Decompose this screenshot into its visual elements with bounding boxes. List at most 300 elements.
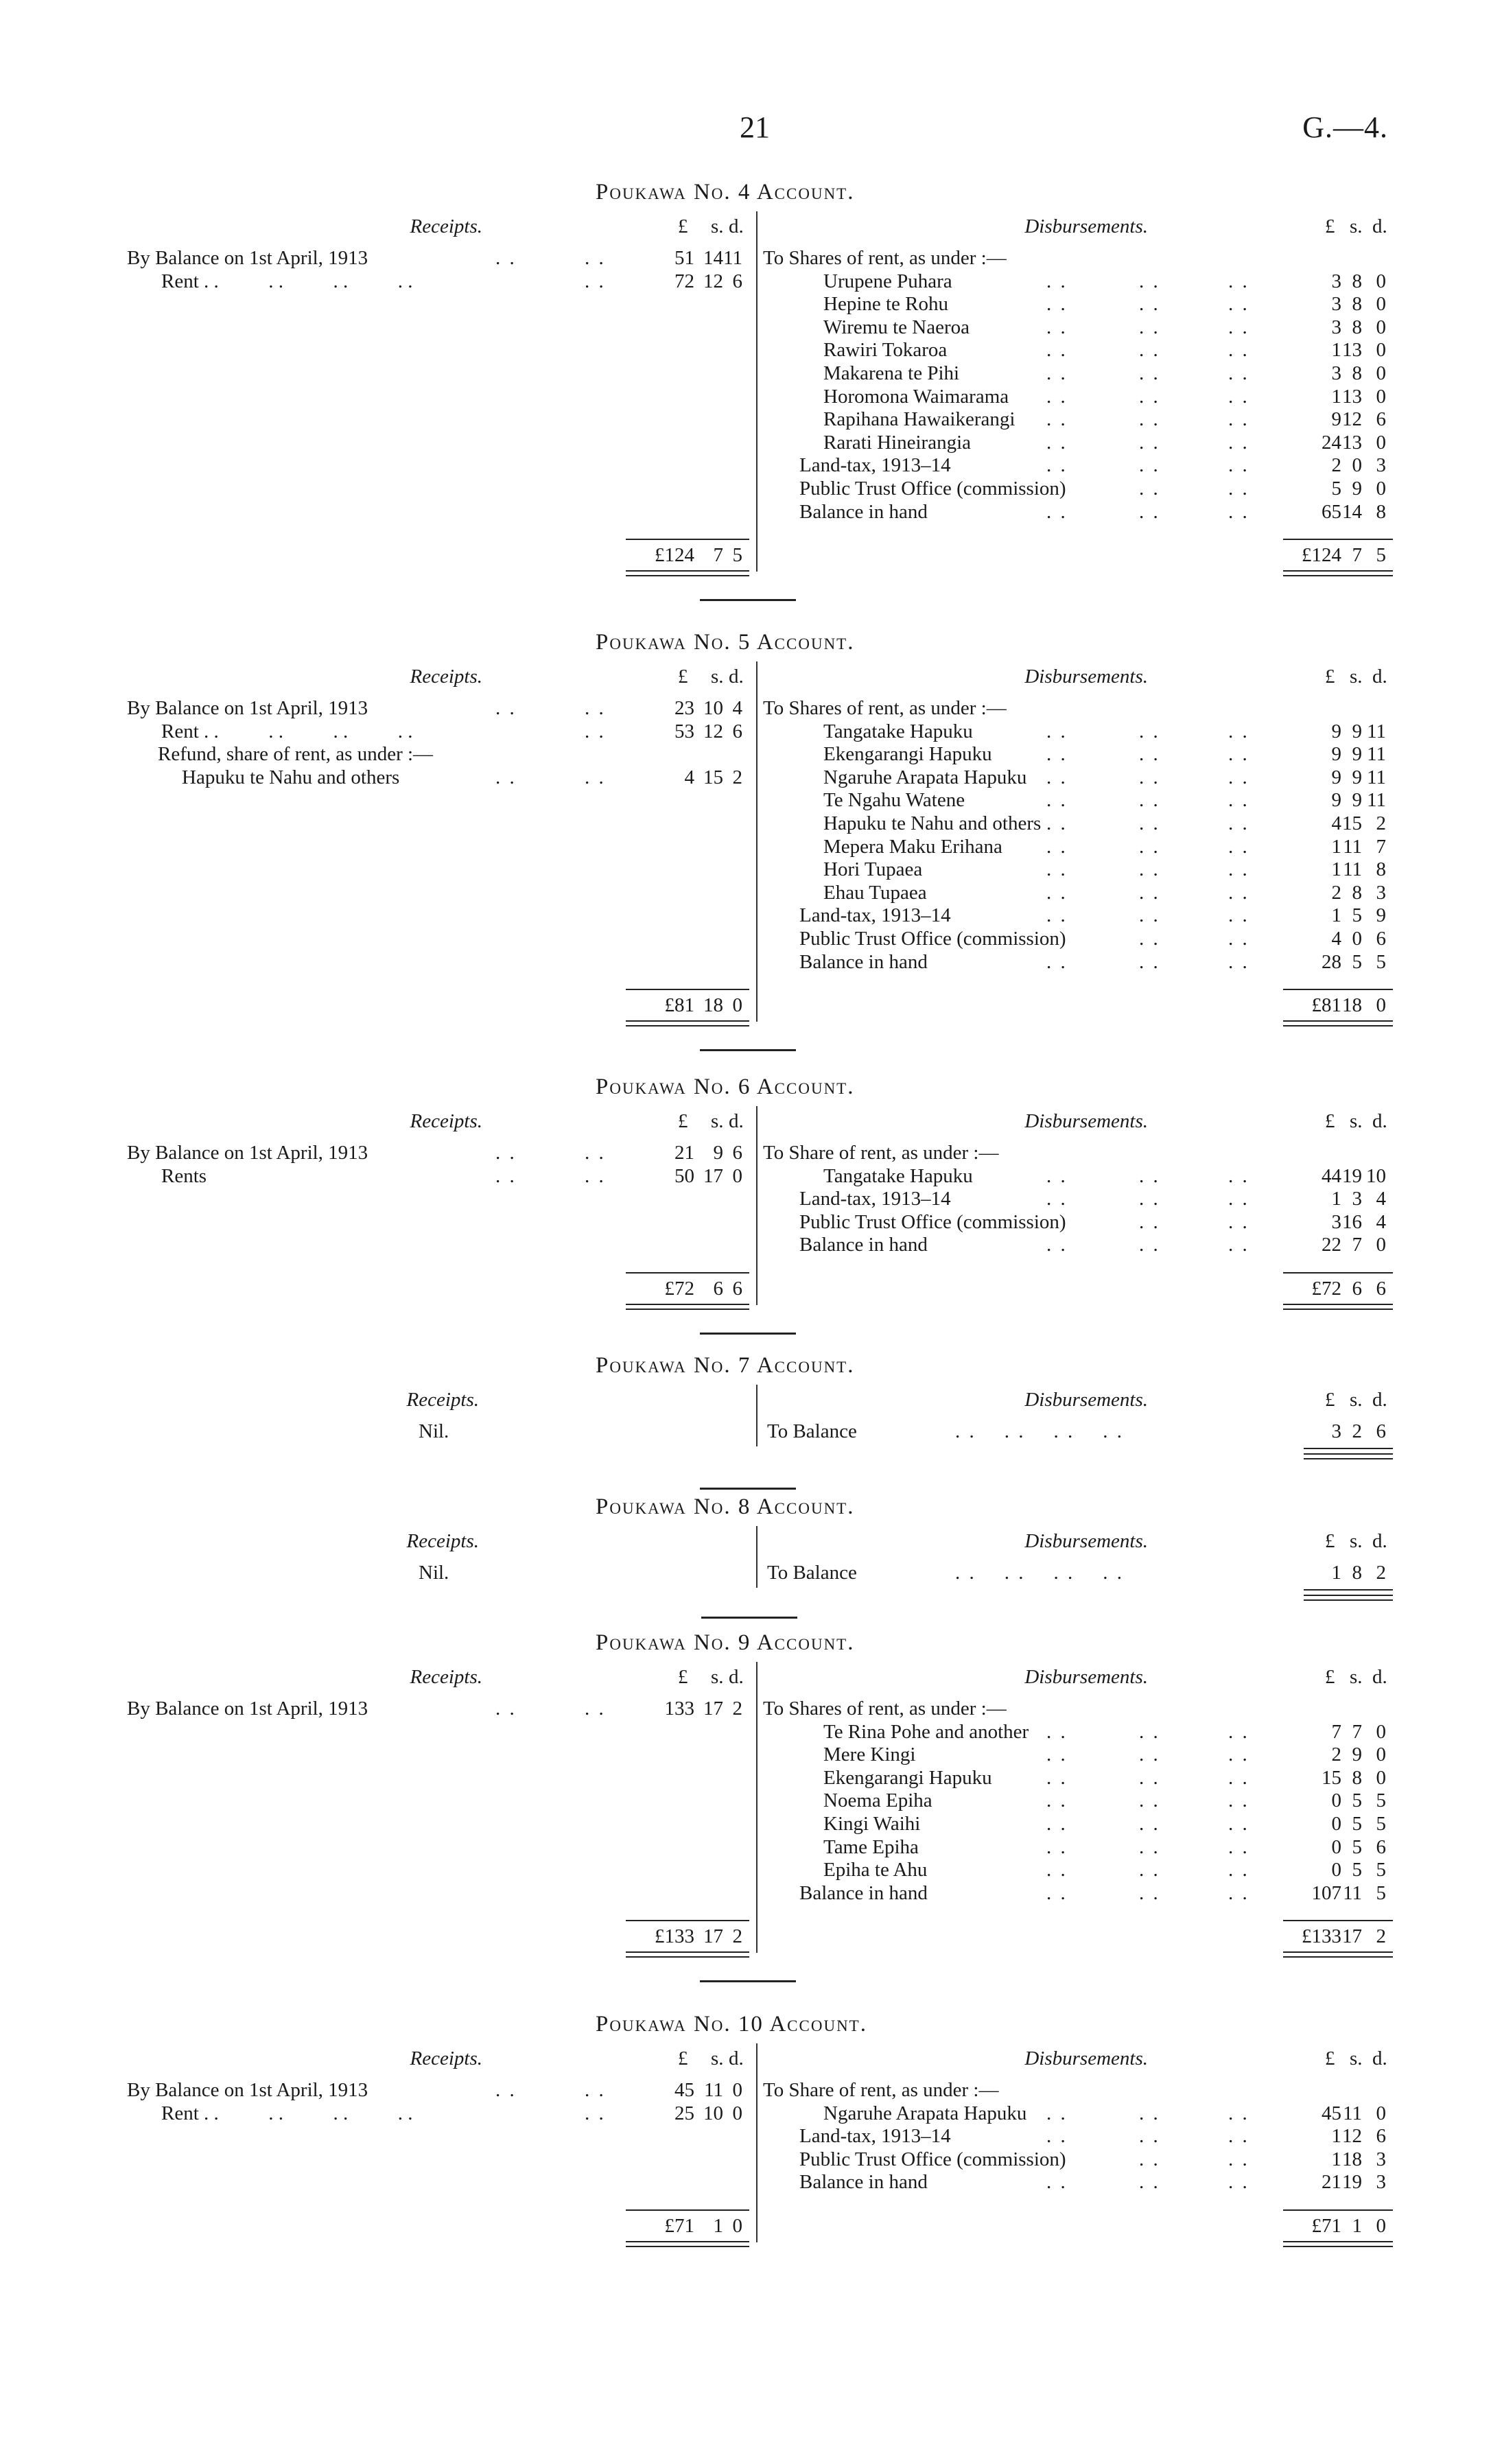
leader-dots: . . — [1046, 1766, 1068, 1789]
disbursement-amount-s: 3 — [1352, 1188, 1362, 1210]
receipts-heading: Receipts. — [410, 1666, 482, 1688]
disbursements-total-d: 0 — [1376, 994, 1386, 1017]
disbursements-total-l: £72 — [1311, 1278, 1341, 1300]
disbursement-amount-d: 11 — [1367, 789, 1386, 812]
disbursement-amount-l: 4 — [1331, 928, 1341, 950]
disbursement-label: Tame Epiha — [823, 1835, 919, 1858]
leader-dots: . . — [1228, 2171, 1249, 2194]
leader-dots: . . — [585, 1142, 606, 1164]
receipt-amount-l: 53 — [674, 720, 694, 742]
column-divider — [756, 1106, 758, 1305]
disbursement-amount-s: 9 — [1352, 720, 1362, 742]
leader-dots: . . — [1139, 1813, 1160, 1835]
disbursement-amount-s: 8 — [1352, 316, 1362, 338]
disbursement-amount-s: 8 — [1352, 270, 1362, 292]
disbursement-amount-l: 9 — [1331, 720, 1341, 742]
disbursements-lsd-header-pounds: £ — [1325, 666, 1335, 688]
disbursements-double-rule — [1283, 570, 1393, 576]
disbursement-amount-s: 12 — [1342, 408, 1362, 431]
disbursement-amount-l: 2 — [1331, 454, 1341, 477]
disbursements-total-l: £124 — [1302, 544, 1341, 567]
receipt-amount-s: 15 — [703, 766, 723, 788]
disbursement-label: Ehau Tupaea — [823, 881, 927, 904]
disbursement-amount-s: 8 — [1352, 293, 1362, 316]
leader-dots: . . — [495, 1698, 517, 1720]
disbursement-amount-l: 1 — [1331, 2148, 1341, 2170]
account-title: Poukawa No. 9 Account. — [596, 1630, 855, 1655]
leader-dots: . . — [1228, 500, 1249, 523]
receipt-amount-d: 2 — [732, 1698, 742, 1720]
receipt-amount-d: 6 — [732, 720, 742, 742]
account-section — [0, 2012, 1491, 2424]
disbursement-amount-l: 0 — [1331, 1835, 1341, 1858]
receipts-total-s: 7 — [713, 544, 723, 567]
leader-dots: . . — [1228, 1188, 1249, 1210]
receipt-amount-s: 10 — [703, 2102, 723, 2124]
disbursements-intro-label: To Shares of rent, as under :— — [763, 697, 1007, 719]
section-separator — [700, 1488, 796, 1490]
disbursement-label: Ekengarangi Hapuku — [823, 1766, 992, 1789]
disbursements-total-rule — [1283, 989, 1393, 990]
disbursements-lsd-header-shillings: s. — [1350, 1389, 1363, 1411]
disbursement-label: Horomona Waimarama — [823, 385, 1009, 408]
disbursements-total-d: 2 — [1376, 1925, 1386, 1948]
account-section — [0, 1630, 1491, 2042]
leader-dots: . . — [1228, 431, 1249, 454]
receipt-label: By Balance on 1st April, 1913 — [127, 697, 368, 719]
receipt-amount-d: 0 — [732, 2079, 742, 2101]
receipt-label: Rent . . . . . . . . — [161, 2102, 413, 2124]
receipts-total-rule — [626, 1920, 749, 1921]
receipt-amount-l: 72 — [674, 270, 694, 292]
disbursement-amount-d: 11 — [1367, 720, 1386, 742]
disbursements-lsd-header-pence: d. — [1372, 2048, 1387, 2069]
receipts-double-rule — [626, 2241, 749, 2247]
disbursements-total-rule — [1283, 1920, 1393, 1921]
leader-dots: . . — [1139, 835, 1160, 858]
disbursement-amount-s: 5 — [1352, 1835, 1362, 1858]
leader-dots: . . — [1139, 928, 1160, 950]
leader-dots: . . — [1046, 339, 1068, 362]
disbursement-label: Te Rina Pohe and another — [823, 1720, 1029, 1743]
balance-label: To Balance — [767, 1562, 857, 1584]
leader-dots: . . — [1139, 766, 1160, 788]
balance-label: To Balance — [767, 1420, 857, 1442]
leader-dots: . . — [1139, 1859, 1160, 1881]
receipt-label: By Balance on 1st April, 1913 — [127, 1142, 368, 1164]
receipts-lsd-header-pounds: £ — [678, 1110, 688, 1132]
account-title: Poukawa No. 4 Account. — [596, 180, 855, 204]
disbursements-intro-label: To Shares of rent, as under :— — [763, 247, 1007, 269]
leader-dots: . . — [1046, 789, 1068, 812]
receipt-amount-l: 50 — [674, 1164, 694, 1187]
leader-dots: . . — [1139, 1766, 1160, 1789]
receipts-total-l: £124 — [655, 544, 694, 567]
leader-dots: . . — [495, 766, 517, 788]
leader-dots: . . — [1228, 1766, 1249, 1789]
disbursement-amount-d: 0 — [1376, 478, 1386, 500]
leader-dots: . . — [1139, 904, 1160, 927]
disbursements-heading: Disbursements. — [1024, 1666, 1148, 1688]
receipts-total-s: 17 — [703, 1925, 723, 1948]
disbursement-label: Balance in hand — [799, 950, 928, 973]
leader-dots: . . — [1046, 1744, 1068, 1766]
account-section — [0, 630, 1491, 1042]
column-divider — [756, 211, 758, 572]
balance-amount-s: 8 — [1352, 1562, 1362, 1584]
leader-dots: . . — [1046, 293, 1068, 316]
receipts-heading: Receipts. — [410, 2048, 482, 2069]
disbursement-amount-l: 0 — [1331, 1859, 1341, 1881]
leader-dots: . . — [1046, 1234, 1068, 1256]
disbursement-label: Hori Tupaea — [823, 858, 923, 881]
receipts-total-d: 0 — [732, 2215, 742, 2237]
receipts-nil: Nil. — [419, 1420, 449, 1442]
balance-amount-l: 1 — [1331, 1562, 1341, 1584]
receipts-heading: Receipts. — [410, 215, 482, 237]
disbursements-double-rule — [1283, 1020, 1393, 1026]
leader-dots: . . — [495, 1142, 517, 1164]
disbursement-amount-s: 8 — [1352, 1766, 1362, 1789]
disbursement-amount-s: 0 — [1352, 928, 1362, 950]
disbursement-label: Public Trust Office (commission) — [799, 2148, 1066, 2170]
disbursements-lsd-header-pounds: £ — [1325, 1389, 1335, 1411]
disbursements-lsd-header-shillings: s. — [1350, 666, 1363, 688]
leader-dots: . . — [1228, 362, 1249, 384]
leader-dots: . . — [1228, 270, 1249, 292]
disbursement-amount-l: 1 — [1331, 385, 1341, 408]
disbursement-label: Tangatake Hapuku — [823, 720, 973, 742]
receipts-double-rule — [626, 1951, 749, 1958]
receipts-total-s: 1 — [713, 2215, 723, 2237]
leader-dots: . . — [1046, 1720, 1068, 1743]
disbursement-label: Ekengarangi Hapuku — [823, 743, 992, 766]
leader-dots: . . — [1228, 812, 1249, 834]
leader-dots: . . — [585, 1164, 606, 1187]
receipt-label: Refund, share of rent, as under :— — [158, 743, 434, 766]
leader-dots: . . — [1046, 408, 1068, 431]
receipt-amount-d: 11 — [723, 247, 742, 269]
leader-dots: . . — [1046, 2125, 1068, 2148]
disbursement-amount-l: 3 — [1331, 362, 1341, 384]
disbursements-lsd-header-shillings: s. — [1350, 215, 1363, 237]
disbursements-total-d: 6 — [1376, 1278, 1386, 1300]
disbursement-amount-d: 6 — [1376, 408, 1386, 431]
leader-dots: . . — [1228, 858, 1249, 881]
leader-dots: . . — [1228, 1744, 1249, 1766]
receipts-total-l: £81 — [664, 994, 694, 1017]
receipts-lsd-header-shillings: s. — [711, 2048, 724, 2069]
disbursements-heading: Disbursements. — [1024, 215, 1148, 237]
disbursements-lsd-header-pence: d. — [1372, 1666, 1387, 1688]
leader-dots: . . — [1139, 316, 1160, 338]
disbursement-amount-l: 65 — [1322, 500, 1341, 523]
receipts-total-rule — [626, 1272, 749, 1274]
disbursement-amount-l: 3 — [1331, 293, 1341, 316]
receipt-amount-s: 10 — [703, 697, 723, 719]
disbursements-lsd-header-pence: d. — [1372, 666, 1387, 688]
disbursement-label: Land-tax, 1913–14 — [799, 1188, 951, 1210]
disbursement-amount-d: 0 — [1376, 1720, 1386, 1743]
disbursements-lsd-header-pence: d. — [1372, 1110, 1387, 1132]
leader-dots: . . — [1228, 835, 1249, 858]
disbursement-amount-s: 8 — [1352, 362, 1362, 384]
disbursement-amount-s: 16 — [1342, 1210, 1362, 1233]
leader-dots: . . — [1046, 858, 1068, 881]
leader-dots: . . — [1046, 2171, 1068, 2194]
disbursements-total-s: 18 — [1342, 994, 1362, 1017]
receipt-amount-d: 6 — [732, 270, 742, 292]
leader-dots: . . — [585, 2079, 606, 2101]
leader-dots: . . — [1139, 789, 1160, 812]
disbursements-total-rule — [1283, 539, 1393, 540]
leader-dots: . . — [1046, 270, 1068, 292]
receipt-amount-s: 12 — [703, 270, 723, 292]
disbursement-amount-l: 1 — [1331, 1188, 1341, 1210]
column-divider — [756, 661, 758, 1022]
leader-dots: . . — [1139, 2171, 1160, 2194]
receipts-lsd-header-pence: d. — [729, 666, 744, 688]
disbursement-label: Balance in hand — [799, 1881, 928, 1904]
leader-dots: . . — [495, 2079, 517, 2101]
leader-dots: . . — [1139, 408, 1160, 431]
leader-dots: . . — [1139, 950, 1160, 973]
disbursement-amount-l: 4 — [1331, 812, 1341, 834]
leader-dots: . . — [1046, 1859, 1068, 1881]
disbursements-heading: Disbursements. — [1024, 1389, 1148, 1411]
column-divider — [756, 2043, 758, 2242]
disbursement-amount-d: 0 — [1376, 1766, 1386, 1789]
account-title: Poukawa No. 7 Account. — [596, 1353, 855, 1378]
disbursements-lsd-header-pence: d. — [1372, 215, 1387, 237]
receipts-lsd-header-pounds: £ — [678, 215, 688, 237]
receipt-label: By Balance on 1st April, 1913 — [127, 247, 368, 269]
disbursements-total-s: 6 — [1352, 1278, 1362, 1300]
disbursement-amount-d: 3 — [1376, 454, 1386, 477]
leader-dots: . . — [1046, 881, 1068, 904]
leader-dots: . . — [1228, 1859, 1249, 1881]
receipts-lsd-header-pence: d. — [729, 215, 744, 237]
leader-dots: . . — [1139, 2148, 1160, 2170]
leader-dots: . . — [1228, 1881, 1249, 1904]
disbursement-amount-l: 21 — [1322, 2171, 1341, 2194]
leader-dots: . . — [1139, 1835, 1160, 1858]
leader-dots: . . — [1228, 2148, 1249, 2170]
disbursement-amount-d: 9 — [1376, 904, 1386, 927]
disbursement-amount-s: 11 — [1343, 1881, 1362, 1904]
leader-dots: . . — [1139, 339, 1160, 362]
disbursements-lsd-header-pence: d. — [1372, 1530, 1387, 1552]
receipt-label: Rents — [161, 1164, 207, 1187]
receipt-amount-s: 17 — [703, 1164, 723, 1187]
disbursements-lsd-header-shillings: s. — [1350, 1666, 1363, 1688]
receipt-amount-l: 133 — [664, 1698, 694, 1720]
disbursement-amount-d: 0 — [1376, 339, 1386, 362]
disbursement-amount-d: 8 — [1376, 500, 1386, 523]
leader-dots: . . — [1046, 454, 1068, 477]
leader-dots: . . — [1228, 904, 1249, 927]
leader-dots: . . — [1228, 881, 1249, 904]
disbursement-amount-l: 44 — [1322, 1164, 1341, 1187]
disbursement-amount-s: 5 — [1352, 1859, 1362, 1881]
disbursement-amount-s: 9 — [1352, 743, 1362, 766]
disbursement-amount-s: 9 — [1352, 766, 1362, 788]
leader-dots: . . — [1139, 812, 1160, 834]
disbursement-amount-d: 5 — [1376, 1813, 1386, 1835]
leader-dots: . . — [1139, 478, 1160, 500]
leader-dots: . . — [1046, 316, 1068, 338]
receipt-amount-l: 23 — [674, 697, 694, 719]
receipts-lsd-header-pence: d. — [729, 2048, 744, 2069]
leader-dots: . . — [1139, 1720, 1160, 1743]
receipts-lsd-header-shillings: s. — [711, 215, 724, 237]
receipts-total-l: £72 — [664, 1278, 694, 1300]
disbursement-amount-l: 5 — [1331, 478, 1341, 500]
disbursement-label: Balance in hand — [799, 500, 928, 523]
leader-dots: . . — [1228, 928, 1249, 950]
disbursements-total-l: £71 — [1311, 2215, 1341, 2237]
disbursement-label: Rawiri Tokaroa — [823, 339, 948, 362]
disbursements-intro-label: To Share of rent, as under :— — [763, 2079, 999, 2101]
leader-dots: . . — [1228, 1835, 1249, 1858]
leader-dots: . . — [1139, 431, 1160, 454]
disbursement-amount-s: 7 — [1352, 1720, 1362, 1743]
disbursements-heading: Disbursements. — [1024, 2048, 1148, 2069]
leader-dots: . . — [1228, 789, 1249, 812]
leader-dots: . . — [1228, 1234, 1249, 1256]
leader-dots: . . — [495, 247, 517, 269]
page-header — [0, 110, 1491, 151]
disbursements-heading: Disbursements. — [1024, 1110, 1148, 1132]
disbursement-label: Balance in hand — [799, 1234, 928, 1256]
disbursement-amount-s: 15 — [1342, 812, 1362, 834]
column-divider — [756, 1526, 758, 1588]
disbursement-amount-l: 28 — [1322, 950, 1341, 973]
leader-dots: . . — [1139, 270, 1160, 292]
leader-dots: . . — [585, 247, 606, 269]
disbursement-amount-l: 45 — [1322, 2102, 1341, 2124]
leader-dots: . . — [1046, 2102, 1068, 2124]
disbursement-amount-s: 19 — [1342, 2171, 1362, 2194]
disbursements-lsd-header-pounds: £ — [1325, 1666, 1335, 1688]
leader-dots: . . — [585, 720, 606, 742]
disbursements-total-d: 0 — [1376, 2215, 1386, 2237]
disbursement-amount-s: 9 — [1352, 478, 1362, 500]
leader-dots: . . — [1228, 2125, 1249, 2148]
section-separator — [701, 1617, 797, 1619]
disbursement-amount-d: 4 — [1376, 1188, 1386, 1210]
disbursement-label: Balance in hand — [799, 2171, 928, 2194]
disbursement-amount-d: 10 — [1366, 1164, 1386, 1187]
leader-dots: . . — [1228, 720, 1249, 742]
disbursement-label: Hapuku te Nahu and others — [823, 812, 1042, 834]
disbursements-total-s: 7 — [1352, 544, 1362, 567]
disbursement-amount-d: 11 — [1367, 743, 1386, 766]
leader-dots: . . — [1139, 720, 1160, 742]
receipts-total-rule — [626, 539, 749, 540]
disbursement-amount-l: 15 — [1322, 1766, 1341, 1789]
leader-dots: . . — [1228, 478, 1249, 500]
receipts-heading: Receipts. — [410, 1110, 482, 1132]
disbursement-label: Urupene Puhara — [823, 270, 952, 292]
receipts-lsd-header-pence: d. — [729, 1110, 744, 1132]
leader-dots: . . — [1046, 1813, 1068, 1835]
disbursement-amount-d: 8 — [1376, 858, 1386, 881]
receipt-amount-s: 12 — [703, 720, 723, 742]
disbursement-amount-s: 13 — [1342, 431, 1362, 454]
leader-dots: . . — [1228, 454, 1249, 477]
account-title: Poukawa No. 6 Account. — [596, 1075, 855, 1099]
receipts-double-rule — [626, 570, 749, 576]
leader-dots: . . — [1228, 339, 1249, 362]
disbursement-amount-l: 1 — [1331, 2125, 1341, 2148]
disbursement-label: Mepera Maku Erihana — [823, 835, 1002, 858]
receipts-total-l: £133 — [655, 1925, 694, 1948]
receipts-lsd-header-pounds: £ — [678, 666, 688, 688]
leader-dots: . . — [1228, 743, 1249, 766]
disbursement-amount-l: 0 — [1331, 1790, 1341, 1812]
column-divider — [756, 1662, 758, 1953]
disbursement-amount-s: 8 — [1352, 881, 1362, 904]
disbursement-amount-s: 11 — [1343, 2102, 1362, 2124]
leader-dots: . . — [1046, 904, 1068, 927]
document-code: G.—4. — [1302, 110, 1388, 144]
disbursement-amount-d: 0 — [1376, 431, 1386, 454]
disbursement-amount-d: 7 — [1376, 835, 1386, 858]
disbursement-amount-l: 1 — [1331, 339, 1341, 362]
receipts-heading: Receipts. — [406, 1530, 479, 1552]
disbursements-intro-label: To Shares of rent, as under :— — [763, 1698, 1007, 1720]
receipts-total-rule — [626, 989, 749, 990]
leader-dots: . . — [1046, 812, 1068, 834]
account-title: Poukawa No. 10 Account. — [596, 2012, 867, 2037]
receipt-amount-s: 14 — [703, 247, 723, 269]
disbursements-total-s: 17 — [1342, 1925, 1362, 1948]
disbursement-amount-d: 0 — [1376, 1234, 1386, 1256]
receipts-lsd-header-shillings: s. — [711, 666, 724, 688]
disbursements-lsd-header-pounds: £ — [1325, 215, 1335, 237]
balance-amount-d: 6 — [1376, 1420, 1386, 1442]
disbursement-label: Public Trust Office (commission) — [799, 928, 1066, 950]
receipt-amount-s: 17 — [703, 1698, 723, 1720]
disbursement-amount-s: 9 — [1352, 1744, 1362, 1766]
section-separator — [700, 1980, 796, 1982]
leader-dots: . . — [1046, 766, 1068, 788]
disbursement-amount-l: 2 — [1331, 881, 1341, 904]
leader-dots: . . — [1046, 431, 1068, 454]
disbursement-label: Ngaruhe Arapata Hapuku — [823, 2102, 1027, 2124]
leader-dots: . . — [1139, 1188, 1160, 1210]
receipts-total-d: 2 — [732, 1925, 742, 1948]
receipts-lsd-header-pence: d. — [729, 1666, 744, 1688]
leader-dots: . . — [1046, 1188, 1068, 1210]
receipts-total-d: 5 — [732, 544, 742, 567]
section-separator — [700, 1049, 796, 1051]
leader-dots: . . — [1228, 2102, 1249, 2124]
disbursement-amount-l: 22 — [1322, 1234, 1341, 1256]
disbursements-heading: Disbursements. — [1024, 1530, 1148, 1552]
disbursements-lsd-header-pounds: £ — [1325, 1530, 1335, 1552]
balance-amount-l: 3 — [1331, 1420, 1341, 1442]
receipt-amount-l: 51 — [674, 247, 694, 269]
column-divider — [756, 1385, 758, 1446]
disbursements-total-l: £81 — [1311, 994, 1341, 1017]
leader-dots: . . . . . . . . — [955, 1562, 1124, 1584]
disbursement-label: Kingi Waihi — [823, 1813, 921, 1835]
disbursement-amount-s: 7 — [1352, 1234, 1362, 1256]
leader-dots: . . — [585, 1698, 606, 1720]
receipts-lsd-header-shillings: s. — [711, 1110, 724, 1132]
